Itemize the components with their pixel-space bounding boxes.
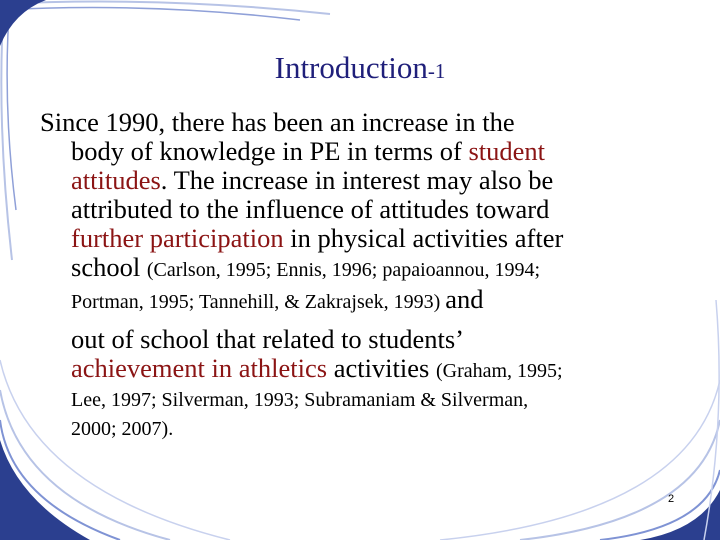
highlight-span: student: [468, 136, 546, 166]
text-span: Since 1990, there has been an increase in the: [40, 107, 515, 137]
citation-span: 2000; 2007).: [71, 418, 174, 440]
body-line-10: [40, 386, 700, 415]
highlight-span: further participation: [71, 223, 284, 253]
body-line-11: [40, 415, 700, 444]
body-paragraph: [40, 108, 700, 444]
highlight-span: attitudes: [71, 165, 161, 195]
body-line-4: [40, 195, 700, 224]
page-number: 2: [668, 493, 675, 505]
title-main: Introduction: [274, 50, 428, 85]
citation-span: Portman, 1995; Tannehill, & Zakrajsek, 1993): [71, 291, 446, 313]
text-span: and: [445, 284, 484, 314]
citation-span: (Carlson, 1995; Ennis, 1996; papaioannou, 1994;: [146, 259, 541, 281]
body-line-9: [40, 354, 700, 386]
body-line-8: [40, 325, 700, 354]
highlight-span: achievement in athletics: [71, 353, 328, 383]
body-line-1: [40, 108, 700, 137]
body-line-5: [40, 224, 700, 253]
slide-title: [0, 50, 720, 86]
text-span: . The increase in interest may also be: [160, 165, 554, 195]
text-span: attributed to the influence of attitudes toward: [71, 194, 550, 224]
body-line-7: [40, 285, 700, 317]
citation-span: Lee, 1997; Silverman, 1993; Subramaniam & Silverman,: [71, 389, 529, 411]
body-line-3: [40, 166, 700, 195]
text-span: body of knowledge in PE in terms of: [71, 136, 469, 166]
citation-span: (Graham, 1995;: [435, 360, 563, 382]
body-line-2: [40, 137, 700, 166]
body-line-6: [40, 253, 700, 285]
title-suffix: -1: [427, 59, 446, 83]
text-span: in physical activities after: [283, 223, 564, 253]
text-span: activities: [327, 353, 436, 383]
text-span: school: [71, 252, 147, 282]
text-span: out of school that related to students’: [71, 324, 464, 354]
